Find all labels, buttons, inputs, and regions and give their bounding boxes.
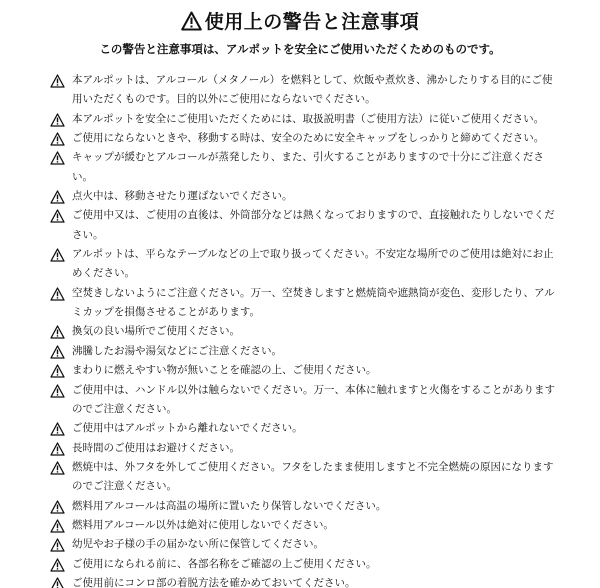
warning-triangle-icon [50, 558, 65, 572]
warning-triangle-icon [50, 345, 65, 359]
warning-triangle-icon [50, 461, 65, 475]
warning-triangle-icon [50, 190, 65, 204]
warning-triangle-icon [50, 577, 65, 588]
warning-triangle-icon [50, 442, 65, 456]
warning-triangle-icon [50, 500, 65, 514]
page-title [0, 9, 600, 35]
warning-item [50, 555, 556, 574]
warning-item [50, 187, 556, 206]
warning-triangle-icon [50, 74, 65, 88]
warning-triangle-icon [50, 538, 65, 552]
warning-item [50, 342, 556, 361]
warning-triangle-icon [50, 325, 65, 339]
warning-item [50, 458, 556, 497]
warning-text: 空焚きしないようにご注意ください。万一、空焚きしますと燃焼筒や遮熱筒が変色、変形したり、アルミカップを損傷させることがあります。 [72, 286, 555, 319]
warning-list [50, 71, 556, 588]
warning-text: ご使用前にコンロ部の着脱方法を確かめておいてください。 [72, 576, 356, 588]
warning-item [50, 110, 556, 129]
warning-item [50, 361, 556, 380]
warning-text: ご使用にならないときや、移動する時は、安全のために安全キャップをしっかりと締めてください。 [72, 132, 545, 145]
warning-item [50, 148, 556, 187]
warning-text: ご使用になられる前に、各部名称をご確認の上ご使用ください。 [72, 557, 377, 570]
warning-item [50, 535, 556, 554]
warning-item [50, 245, 556, 284]
warning-triangle-icon [50, 132, 65, 146]
warning-item [50, 284, 556, 323]
warning-triangle-icon [50, 384, 65, 398]
warning-triangle-icon [181, 11, 202, 31]
warning-text: 燃料用アルコールは高温の場所に置いたり保管しないでください。 [72, 499, 387, 512]
warning-text: アルポットは、平らなテーブルなどの上で取り扱ってください。不安定な場所でのご使用は絶対にお止めください。 [72, 248, 554, 280]
warning-triangle-icon [50, 287, 65, 301]
warning-text: キャップが緩むとアルコールが蒸発したり、また、引火することがありますので十分にご注意ください。 [72, 151, 544, 183]
title-text: 使用上の警告と注意事項 [204, 11, 420, 33]
warning-item [50, 129, 556, 148]
warning-triangle-icon [50, 209, 65, 223]
warning-triangle-icon [50, 248, 65, 262]
warning-triangle-icon [50, 151, 65, 165]
warning-text: 幼児やお子様の手の届かない所に保管してください。 [72, 538, 324, 551]
warning-triangle-icon [50, 113, 65, 127]
warning-triangle-icon [50, 519, 65, 533]
warning-item [50, 516, 556, 535]
warning-item [50, 439, 556, 458]
warning-text: 本アルポットは、アルコール（メタノール）を燃料として、炊飯や煮炊き、沸かしたりする目的にご使用いただくものです。目的以外にご使用にならないでください。 [72, 74, 553, 106]
warning-text: ご使用中は、ハンドル以外は触らないでください。万一、本体に触れますと火傷をすることがありますのでご注意ください。 [72, 383, 555, 415]
page-subtitle: この警告と注意事項は、アルポットを安全にご使用いただくためのものです。 [99, 42, 501, 56]
warning-item [50, 71, 556, 110]
warning-triangle-icon [50, 364, 65, 378]
warning-text: ご使用中はアルポットから離れないでください。 [72, 422, 303, 435]
warning-text: 沸騰したお湯や湯気などにご注意ください。 [72, 344, 282, 357]
warning-item [50, 381, 556, 420]
warning-text: ご使用中又は、ご使用の直後は、外筒部分などは熱くなっておりますので、直接触れたりしないでください。 [72, 209, 555, 241]
warning-item [50, 419, 556, 438]
warning-text: まわりに燃えやすい物が無いことを確認の上、ご使用ください。 [72, 364, 377, 377]
warning-text: 燃料用アルコール以外は絶対に使用しないでください。 [72, 518, 334, 531]
warning-text: 本アルポットを安全にご使用いただくためには、取扱説明書（ご使用方法）に従いご使用ください。 [72, 112, 545, 125]
warning-text: 長時間のご使用はお避けください。 [72, 441, 240, 454]
warning-item [50, 206, 556, 245]
warning-item [50, 497, 556, 516]
warning-item [50, 574, 556, 588]
warning-text: 燃焼中は、外フタを外してご使用ください。フタをしたまま使用しますと不完全燃焼の原因になりますのでご注意ください。 [72, 460, 554, 493]
warning-text: 点火中は、移動させたり運ばないでください。 [72, 190, 293, 203]
warning-text: 換気の良い場所でご使用ください。 [72, 325, 240, 338]
warning-item [50, 322, 556, 341]
warning-triangle-icon [50, 422, 65, 436]
